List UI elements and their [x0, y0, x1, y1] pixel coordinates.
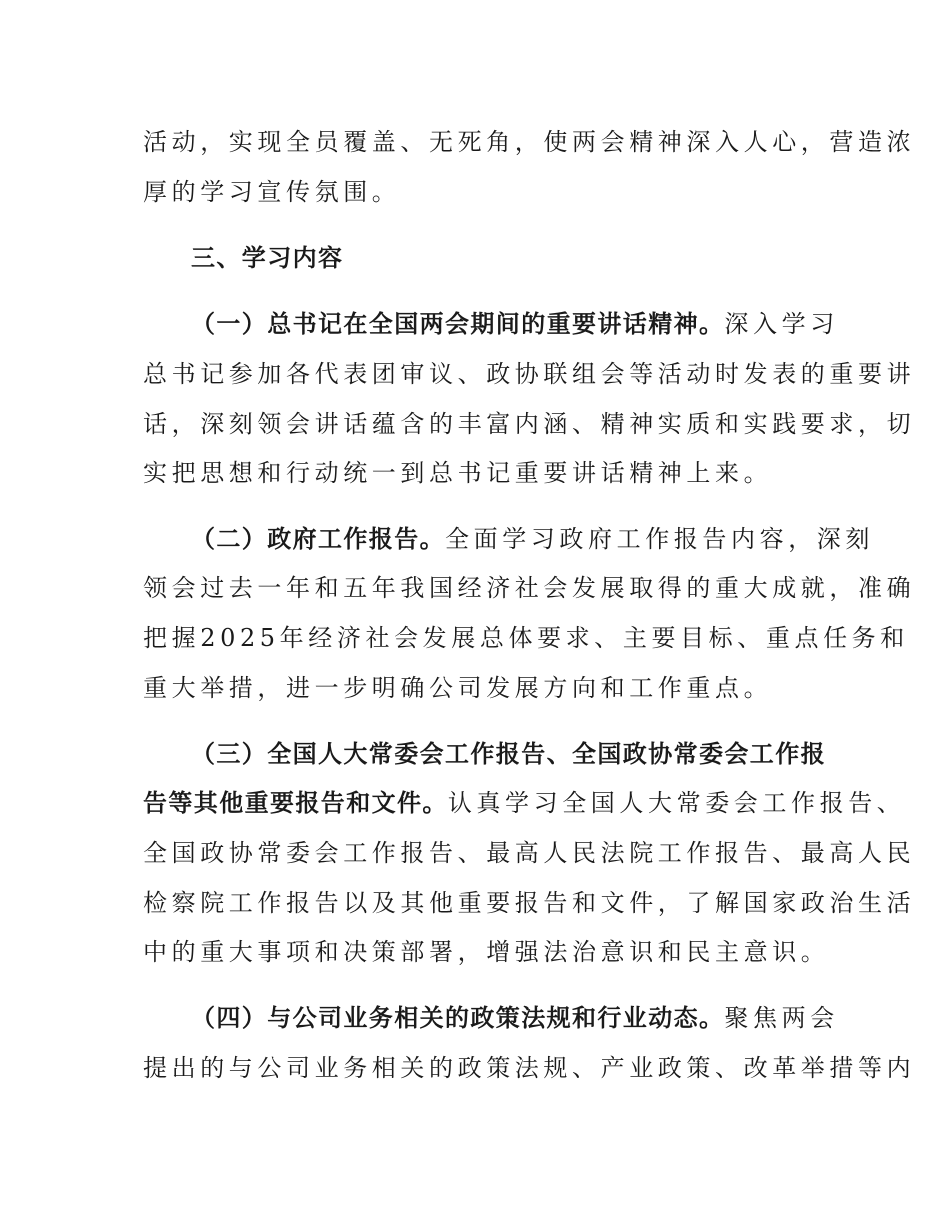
paragraph-line: 总书记参加各代表团审议、政协联组会等活动时发表的重要讲	[143, 360, 916, 388]
paragraph-line: 全国政协常委会工作报告、最高人民法院工作报告、最高人民	[143, 839, 916, 867]
item-1-lead: （一）总书记在全国两会期间的重要讲话精神。	[191, 310, 725, 338]
item-3-lead-cont: 告等其他重要报告和文件。	[143, 789, 448, 817]
item-3-rest: 认真学习全国人大常委会工作报告、	[447, 789, 906, 817]
paragraph-line: 活动，实现全员覆盖、无死角，使两会精神深入人心，营造浓	[143, 128, 916, 156]
item-4-first-line	[191, 1001, 839, 1035]
section-title: 三、学习内容	[191, 244, 344, 272]
item-1-first-line	[191, 307, 839, 341]
paragraph-line: 提出的与公司业务相关的政策法规、产业政策、改革举措等内	[143, 1054, 916, 1082]
item-3-second-line	[143, 786, 905, 820]
paragraph-line: 把握2025年经济社会发展总体要求、主要目标、重点任务和	[143, 624, 909, 652]
paragraph-line: 领会过去一年和五年我国经济社会发展取得的重大成就，准确	[143, 574, 916, 602]
paragraph-line: 话，深刻领会讲话蕴含的丰富内涵、精神实质和实践要求，切	[143, 410, 916, 438]
item-2-lead: （二）政府工作报告。	[191, 525, 445, 553]
item-4-lead: （四）与公司业务相关的政策法规和行业动态。	[191, 1004, 725, 1032]
paragraph-line: 实把思想和行动统一到总书记重要讲话精神上来。	[143, 459, 773, 487]
item-2-first-line	[191, 522, 874, 556]
item-4-rest: 聚焦两会	[724, 1004, 839, 1032]
item-1-rest: 深入学习	[724, 310, 839, 338]
item-2-rest: 全面学习政府工作报告内容，深刻	[445, 525, 874, 553]
item-3-lead: （三）全国人大常委会工作报告、全国政协常委会工作报	[191, 740, 826, 768]
paragraph-line: 检察院工作报告以及其他重要报告和文件，了解国家政治生活	[143, 889, 916, 917]
paragraph-line: 中的重大事项和决策部署，增强法治意识和民主意识。	[143, 938, 830, 966]
item-3-first-line	[191, 737, 826, 771]
paragraph-line: 重大举措，进一步明确公司发展方向和工作重点。	[143, 674, 773, 702]
paragraph-line: 厚的学习宣传氛围。	[143, 178, 401, 206]
